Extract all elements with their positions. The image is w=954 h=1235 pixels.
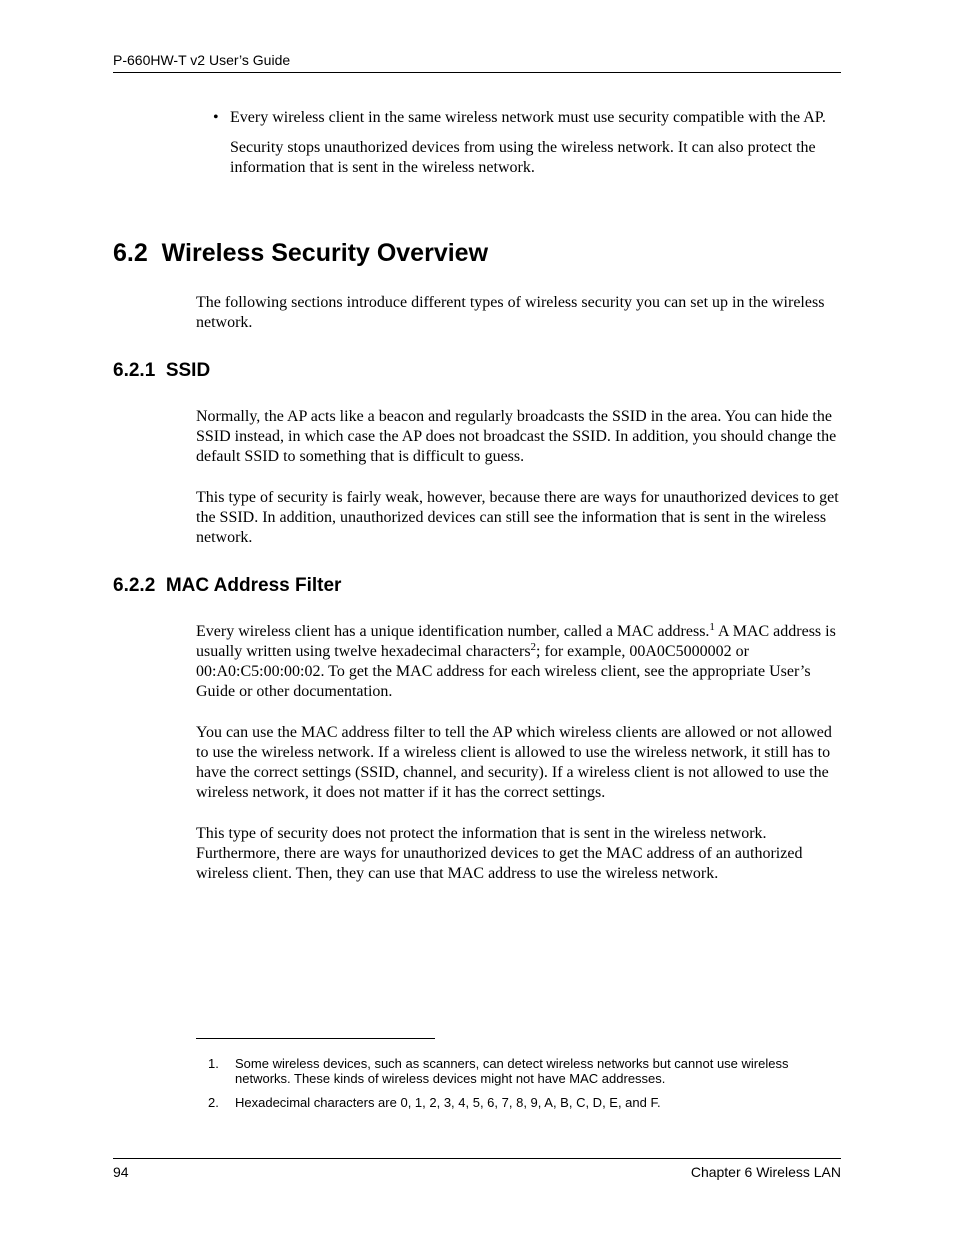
footnote-ref-2[interactable]: 2 <box>530 641 537 653</box>
mac-p1-text-3: ; for example, 00A0C5000002 or 00:A0:C5:00:00:02. To get the MAC address for each wireless client, see the appropriate User’s Guide or other documentation. <box>196 643 811 700</box>
chapter-title: Chapter 6 Wireless LAN <box>690 1164 841 1180</box>
mac-paragraph-3: This type of security does not protect the information that is sent in the wireless network. Furthermore, there are ways for unauthorized devices to get the MAC address of an authorized wireless client. Then, they can use that MAC address to use the wireless network. <box>196 825 803 882</box>
footnote-ref-1[interactable]: 1 <box>709 621 715 633</box>
page-number: 94 <box>113 1164 129 1180</box>
ssid-heading-title: SSID <box>165 360 211 381</box>
mac-paragraph-2: You can use the MAC address filter to tell the AP which wireless clients are allowed or not allowed to use the wireless network. If a wireless client is allowed to use the wireless network, it still has to have the correct settings (SSID, channel, and security). If a wireless client is not allowed to use the wireless network, it does not matter if it has the correct settings. <box>196 724 832 801</box>
section-heading <box>113 238 488 268</box>
section-number: 6.2 <box>113 239 148 267</box>
bullet-text: Every wireless client in the same wireless network must use security compatible with the AP. <box>230 109 826 126</box>
footnote-2 <box>208 1095 842 1110</box>
footnote-number: 1. <box>208 1056 219 1071</box>
bullet-icon: • <box>213 109 219 126</box>
section-title: Wireless Security Overview <box>161 239 489 267</box>
footnote-1 <box>208 1056 842 1086</box>
running-header <box>113 52 841 73</box>
mac-p1-text-1: Every wireless client has a unique identification number, called a MAC address. <box>196 623 710 640</box>
footnote-divider <box>196 1038 435 1039</box>
intro-bullet-block <box>213 108 843 178</box>
bullet-item <box>213 108 843 128</box>
running-footer <box>113 1158 841 1180</box>
footnote-text: Hexadecimal characters are 0, 1, 2, 3, 4, 5, 6, 7, 8, 9, A, B, C, D, E, and F. <box>235 1095 661 1110</box>
ssid-paragraph-2: This type of security is fairly weak, however, because there are ways for unauthorized devices to get the SSID. In addition, unauthorized devices can still see the information that is sent in the wireless network. <box>196 489 839 546</box>
mac-paragraph-1 <box>196 622 842 702</box>
ssid-heading-number: 6.2.1 <box>113 360 156 381</box>
guide-title: P-660HW-T v2 User’s Guide <box>113 52 291 68</box>
bullet-followup-paragraph: Security stops unauthorized devices from using the wireless network. It can also protect the information that is sent in the wireless network. <box>230 139 816 176</box>
ssid-heading <box>113 359 210 383</box>
mac-filter-heading-title: MAC Address Filter <box>165 575 342 596</box>
footnote-text: Some wireless devices, such as scanners, can detect wireless networks but cannot use wireless networks. These kinds of wireless devices might not have MAC addresses. <box>235 1056 789 1086</box>
section-intro-paragraph: The following sections introduce different types of wireless security you can set up in the wireless network. <box>196 294 825 331</box>
mac-p1-text-2: A MAC address is usually written using twelve hexadecimal characters <box>196 623 836 660</box>
footnote-number: 2. <box>208 1095 219 1110</box>
mac-filter-heading-number: 6.2.2 <box>113 575 156 596</box>
ssid-paragraph-1: Normally, the AP acts like a beacon and regularly broadcasts the SSID in the area. You can hide the SSID instead, in which case the AP does not broadcast the SSID. In addition, you should change the default SSID to something that is difficult to guess. <box>196 408 837 465</box>
mac-filter-heading <box>113 574 341 598</box>
